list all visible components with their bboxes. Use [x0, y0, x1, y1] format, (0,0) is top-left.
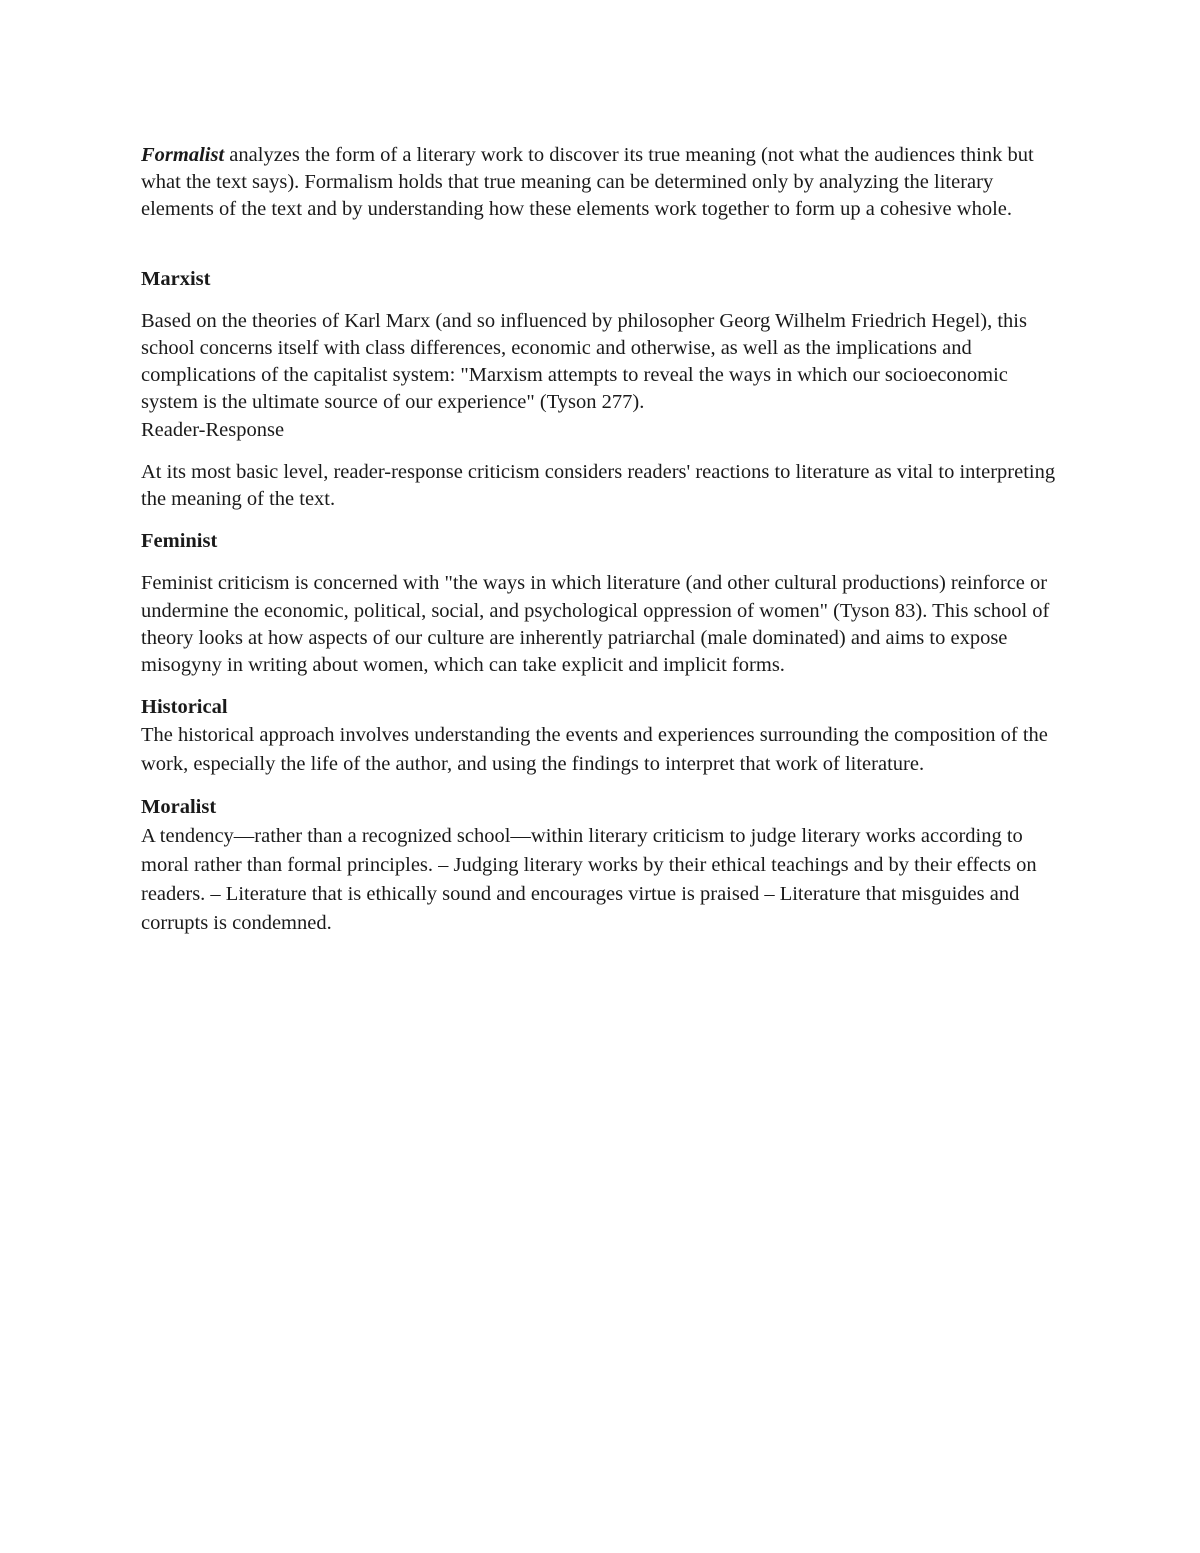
moralist-heading: Moralist	[141, 796, 217, 819]
reader-response-text: At its most basic level, reader-response criticism considers readers' reactions to literature as vital to interpreting the meaning of the text.	[141, 460, 1056, 511]
marxist-text: Based on the theories of Karl Marx (and so influenced by philosopher Georg Wilhelm Friedrich Hegel), this school concerns itself with class differences, economic and otherwise, as well as the implications and complications of the capitalist system: "Marxism attempts to reveal the ways in which our socioeconomic system is the ultimate source of our experience" (Tyson 277).	[141, 309, 1027, 414]
document-page	[141, 142, 1061, 938]
spacer	[141, 679, 1061, 694]
formalist-text: analyzes the form of a literary work to discover its true meaning (not what the audiences think but what the text says). Formalism holds that true meaning can be determined only by analyzing the literary elements of the text and by understanding how these elements work together to form up a cohesive whole.	[141, 144, 1034, 221]
historical-heading: Historical	[141, 696, 228, 719]
historical-text: The historical approach involves understanding the events and experiences surrounding the composition of the work, especially the life of the author, and using the findings to interpret that work of literature.	[141, 724, 1048, 776]
feminist-text: Feminist criticism is concerned with "the ways in which literature (and other cultural productions) reinforce or undermine the economic, political, social, and psychological oppression of women" (Tyson 83). This school of theory looks at how aspects of our culture are inherently patriarchal (male dominated) and aims to expose misogyny in writing about women, which can take explicit and implicit forms.	[141, 572, 1050, 677]
marxist-heading: Marxist	[141, 267, 211, 290]
spacer	[141, 555, 1061, 570]
spacer	[141, 513, 1061, 528]
feminist-heading: Feminist	[141, 530, 218, 553]
formalist-term: Formalist	[141, 144, 225, 166]
moralist-text: A tendency—rather than a recognized school—within literary criticism to judge literary works according to moral rather than formal principles. – Judging literary works by their ethical teachings and by their effects on readers. – Literature that is ethically sound and encourages virtue is praised – Literature that misguides and corrupts is condemned.	[141, 824, 1037, 934]
spacer	[141, 444, 1061, 459]
spacer	[141, 224, 1061, 266]
spacer	[141, 293, 1061, 308]
spacer	[141, 779, 1061, 794]
reader-response-heading: Reader-Response	[141, 418, 285, 441]
formalist-paragraph	[141, 142, 1061, 224]
